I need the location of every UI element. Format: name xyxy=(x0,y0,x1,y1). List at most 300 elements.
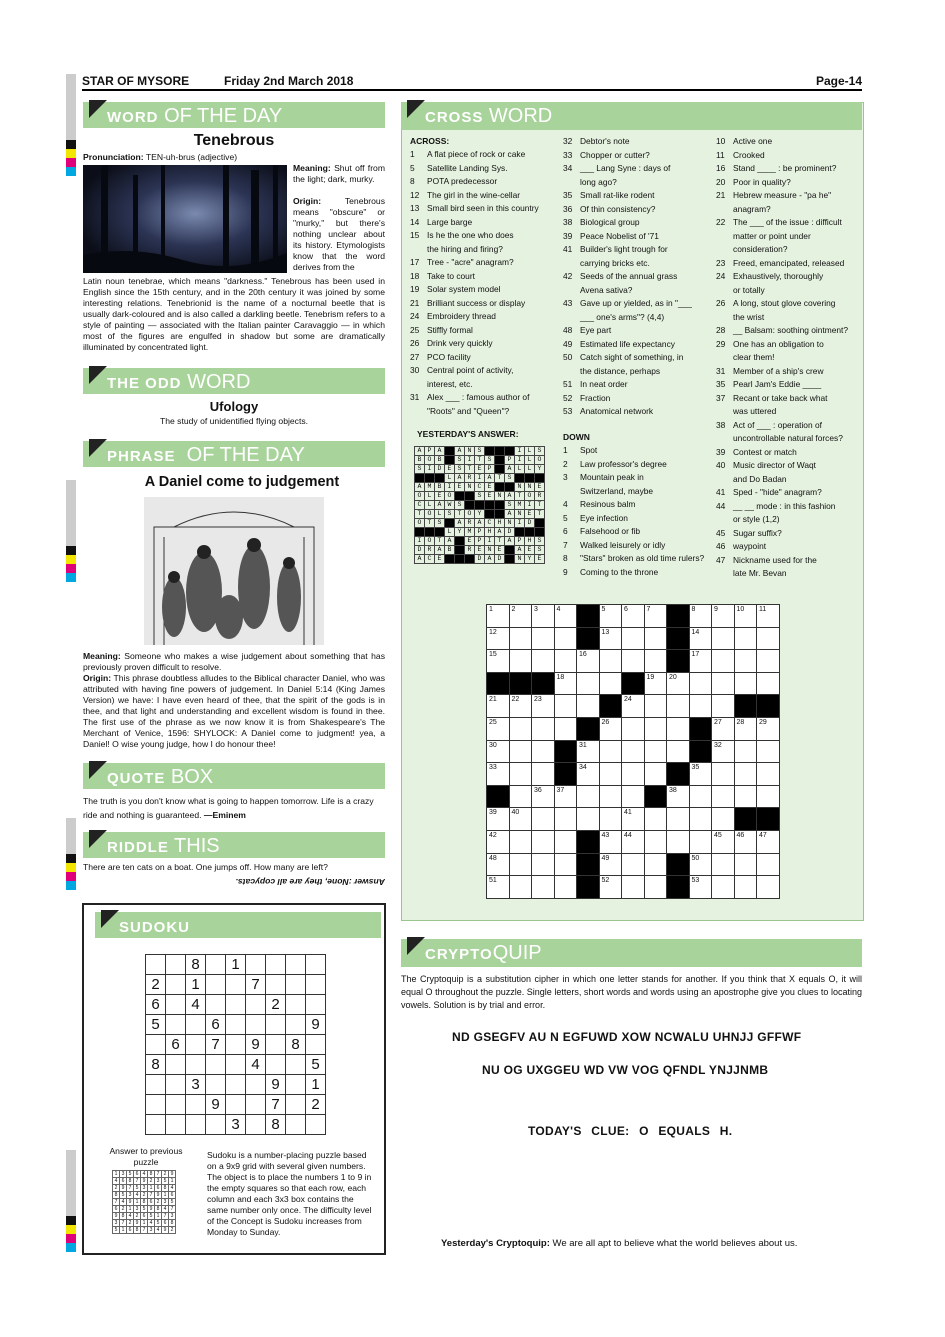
crossword-cell[interactable] xyxy=(712,650,735,673)
sudoku-cell[interactable] xyxy=(166,1015,186,1035)
crossword-cell[interactable] xyxy=(757,605,780,628)
crossword-cell[interactable] xyxy=(757,763,780,786)
answer-cell: A xyxy=(495,528,505,537)
answer-cell xyxy=(525,474,535,483)
sudoku-cell[interactable] xyxy=(306,995,326,1015)
crossword-cell[interactable] xyxy=(734,853,757,876)
answer-cell: A xyxy=(475,519,485,528)
crossword-cell[interactable] xyxy=(757,627,780,650)
answer-cell: 6 xyxy=(155,1185,162,1192)
crossword-cell[interactable] xyxy=(532,717,555,740)
crossword-cell[interactable] xyxy=(734,763,757,786)
crossword-cell[interactable] xyxy=(532,785,555,808)
answer-cell xyxy=(495,510,505,519)
clue-item: 41 Builder's light trough for xyxy=(563,244,668,254)
crossword-cell[interactable] xyxy=(622,650,645,673)
crossword-cell[interactable] xyxy=(689,763,712,786)
answer-cell: 9 xyxy=(155,1192,162,1199)
crossword-cell[interactable] xyxy=(487,695,510,718)
crossword-cell[interactable] xyxy=(599,717,622,740)
crossword-cell[interactable] xyxy=(689,808,712,831)
crossword-cell[interactable] xyxy=(577,672,600,695)
sudoku-cell[interactable] xyxy=(286,1095,306,1115)
sudoku-cell[interactable] xyxy=(166,1115,186,1135)
clue-item: 28 __ Balsam: soothing ointment? xyxy=(716,325,848,335)
sudoku-cell[interactable] xyxy=(246,1075,266,1095)
crossword-cell[interactable] xyxy=(599,876,622,899)
crossword-cell[interactable] xyxy=(509,785,532,808)
answer-cell: M xyxy=(425,483,435,492)
answer-cell: 8 xyxy=(127,1178,134,1185)
answer-cell: T xyxy=(465,465,475,474)
clue-number: 36 xyxy=(534,786,542,794)
sudoku-cell[interactable] xyxy=(306,955,326,975)
crossword-cell[interactable] xyxy=(667,695,690,718)
sudoku-cell[interactable] xyxy=(226,1095,246,1115)
crossword-cell[interactable] xyxy=(554,830,577,853)
clue-item: Avena sativa? xyxy=(580,284,633,295)
crossword-cell[interactable] xyxy=(667,672,690,695)
crossword-cell[interactable] xyxy=(509,605,532,628)
crossword-cell[interactable] xyxy=(532,876,555,899)
sudoku-cell[interactable] xyxy=(286,995,306,1015)
clue-item: 20 Poor in quality? xyxy=(716,176,791,187)
crossword-cell[interactable] xyxy=(757,740,780,763)
crossword-cell[interactable] xyxy=(509,876,532,899)
crossword-cell[interactable] xyxy=(644,650,667,673)
sudoku-cell: 6 xyxy=(206,1015,226,1035)
crossword-cell[interactable] xyxy=(689,672,712,695)
crossword-cell[interactable] xyxy=(622,717,645,740)
answer-cell: 8 xyxy=(155,1206,162,1213)
crossword-cell[interactable] xyxy=(712,740,735,763)
crossword-cell[interactable] xyxy=(554,876,577,899)
sudoku-cell[interactable] xyxy=(146,1035,166,1055)
answer-cell xyxy=(455,537,465,546)
sudoku-cell: 2 xyxy=(146,975,166,995)
crossword-cell[interactable] xyxy=(712,853,735,876)
answer-cell: 1 xyxy=(148,1185,155,1192)
riddle-answer: Answer :None, they are all copycats. xyxy=(235,877,385,887)
crossword-cell[interactable] xyxy=(554,627,577,650)
crossword-cell[interactable] xyxy=(667,740,690,763)
crossword-cell[interactable] xyxy=(532,650,555,673)
clue-number: 15 xyxy=(489,651,497,659)
clue-item: 4 Resinous balm xyxy=(563,499,636,509)
crossword-cell[interactable] xyxy=(757,853,780,876)
crossword-cell[interactable] xyxy=(644,763,667,786)
answer-cell: P xyxy=(505,456,515,465)
crossword-cell[interactable] xyxy=(554,853,577,876)
sudoku-cell[interactable] xyxy=(246,955,266,975)
crossword-cell[interactable] xyxy=(734,717,757,740)
crossword-cell[interactable] xyxy=(509,695,532,718)
sudoku-cell[interactable] xyxy=(306,975,326,995)
answer-cell: S xyxy=(445,510,455,519)
answer-cell: 4 xyxy=(169,1185,176,1192)
crossword-cell[interactable] xyxy=(509,853,532,876)
answer-cell: O xyxy=(465,510,475,519)
crossword-cell[interactable] xyxy=(689,876,712,899)
sudoku-cell[interactable] xyxy=(166,1095,186,1115)
wotd-origin-rest: Latin noun tenebrae, which means "darkness." Tenebrous has been used in English since the 15th century, and in the 20th century it was joined by some interesting relations. Tenebrionid is the name of a nocturnal beetle that is usually dark-coloured and is also called a darkling beetle. Tenebrism refers to a style of painting — associated with the Italian painter Caravaggio — in which most of the figures are engulfed in shadow but some are dramatically illuminated by concentrated light. xyxy=(83,276,385,352)
across-label: ACROSS: xyxy=(410,136,450,146)
sudoku-cell[interactable] xyxy=(166,975,186,995)
crossword-cell[interactable] xyxy=(599,785,622,808)
crossword-cell[interactable] xyxy=(734,650,757,673)
answer-cell: P xyxy=(485,465,495,474)
answer-cell: T xyxy=(535,501,545,510)
sudoku-cell[interactable] xyxy=(186,1055,206,1075)
sudoku-cell[interactable] xyxy=(186,1095,206,1115)
sudoku-cell[interactable] xyxy=(146,1095,166,1115)
crossword-cell[interactable] xyxy=(712,627,735,650)
sudoku-cell[interactable] xyxy=(246,1015,266,1035)
crossword-cell xyxy=(757,808,780,831)
sudoku-cell[interactable] xyxy=(286,1075,306,1095)
crossword-cell[interactable] xyxy=(577,785,600,808)
crossword-cell[interactable] xyxy=(644,876,667,899)
sudoku-cell[interactable] xyxy=(286,1015,306,1035)
sudoku-cell[interactable] xyxy=(186,1035,206,1055)
crossword-cell[interactable] xyxy=(757,672,780,695)
sudoku-cell[interactable] xyxy=(266,1055,286,1075)
crossword-cell[interactable] xyxy=(487,808,510,831)
crossword-cell[interactable] xyxy=(532,763,555,786)
crossword-cell[interactable] xyxy=(667,830,690,853)
crossword-cell[interactable] xyxy=(622,740,645,763)
crossword-cell[interactable] xyxy=(712,695,735,718)
clue-number: 52 xyxy=(601,877,610,885)
clue-number: 45 xyxy=(714,831,722,839)
crossword-cell xyxy=(509,672,532,695)
crossword-cell[interactable] xyxy=(487,853,510,876)
crossword-cell[interactable] xyxy=(554,672,577,695)
crossword-cell[interactable] xyxy=(532,853,555,876)
sudoku-cell[interactable] xyxy=(286,955,306,975)
sudoku-cell[interactable] xyxy=(186,1115,206,1135)
crossword-cell[interactable] xyxy=(712,876,735,899)
crossword-cell[interactable] xyxy=(487,740,510,763)
sudoku-cell[interactable] xyxy=(206,1055,226,1075)
clue-number: 16 xyxy=(579,651,587,659)
answer-cell: A xyxy=(435,501,445,510)
answer-cell: 5 xyxy=(134,1185,141,1192)
clue-item: 24 Exhaustively, thoroughly xyxy=(716,271,824,281)
crossword-cell[interactable] xyxy=(554,717,577,740)
crossword-cell[interactable] xyxy=(757,876,780,899)
sudoku-cell[interactable] xyxy=(246,1115,266,1135)
sudoku-cell[interactable] xyxy=(306,1035,326,1055)
answer-cell: D xyxy=(495,555,505,564)
answer-cell: T xyxy=(435,537,445,546)
crossword-cell[interactable] xyxy=(622,627,645,650)
crossword-cell[interactable] xyxy=(644,695,667,718)
sudoku-cell[interactable] xyxy=(226,995,246,1015)
crossword-cell[interactable] xyxy=(532,627,555,650)
crossword-cell[interactable] xyxy=(509,650,532,673)
crossword-cell[interactable] xyxy=(599,650,622,673)
answer-cell: N xyxy=(505,519,515,528)
answer-cell: 8 xyxy=(134,1227,141,1234)
sudoku-cell: 6 xyxy=(146,995,166,1015)
clue-number: 18 xyxy=(556,673,565,681)
crossword-cell[interactable] xyxy=(689,853,712,876)
crossword-cell[interactable] xyxy=(644,830,667,853)
quote-banner: QUOTE BOX xyxy=(83,763,385,789)
crossword-cell[interactable] xyxy=(689,830,712,853)
crossword-cell xyxy=(757,695,780,718)
crossword-cell[interactable] xyxy=(532,740,555,763)
crossword-cell[interactable] xyxy=(734,605,757,628)
crossword-cell[interactable] xyxy=(487,717,510,740)
riddle-banner: RIDDLE THIS xyxy=(83,832,385,858)
crossword-cell[interactable] xyxy=(554,808,577,831)
crossword-cell[interactable] xyxy=(487,830,510,853)
crossword-cell[interactable] xyxy=(509,763,532,786)
clue-item: 39 Peace Nobelist of '71 xyxy=(563,230,659,241)
crossword-cell[interactable] xyxy=(622,785,645,808)
sudoku-cell[interactable] xyxy=(266,955,286,975)
sudoku-cell[interactable] xyxy=(226,1055,246,1075)
crossword-cell[interactable] xyxy=(577,763,600,786)
crossword-cell[interactable] xyxy=(757,650,780,673)
crossword-cell[interactable] xyxy=(554,605,577,628)
answer-cell: 6 xyxy=(113,1206,120,1213)
answer-cell: E xyxy=(525,546,535,555)
crossword-cell[interactable] xyxy=(622,808,645,831)
answer-cell xyxy=(525,528,535,537)
answer-cell: Y xyxy=(535,465,545,474)
crossword-cell[interactable] xyxy=(509,627,532,650)
answer-cell xyxy=(495,465,505,474)
crossword-cell[interactable] xyxy=(757,785,780,808)
answer-cell: 3 xyxy=(120,1171,127,1178)
sudoku-cell[interactable] xyxy=(146,1115,166,1135)
sudoku-cell[interactable] xyxy=(266,1035,286,1055)
answer-cell: H xyxy=(495,519,505,528)
sudoku-cell[interactable] xyxy=(226,975,246,995)
clue-item: 36 Of thin consistency? xyxy=(563,203,656,214)
crossword-cell[interactable] xyxy=(487,876,510,899)
crossword-cell[interactable] xyxy=(599,808,622,831)
crossword-cell[interactable] xyxy=(644,808,667,831)
answer-cell: T xyxy=(455,510,465,519)
sudoku-cell[interactable] xyxy=(286,1055,306,1075)
crossword-cell[interactable] xyxy=(689,605,712,628)
answer-cell: E xyxy=(535,483,545,492)
crossword-cell[interactable] xyxy=(532,830,555,853)
answer-cell: 4 xyxy=(162,1206,169,1213)
sudoku-cell[interactable] xyxy=(146,955,166,975)
clue-number: 23 xyxy=(534,696,542,704)
sudoku-cell[interactable] xyxy=(226,1075,246,1095)
crossword-cell[interactable] xyxy=(712,605,735,628)
crossword-cell[interactable] xyxy=(712,785,735,808)
crossword-cell[interactable] xyxy=(622,830,645,853)
clue-number: 7 xyxy=(646,606,651,613)
clue-number: 50 xyxy=(691,854,700,862)
crossword-cell[interactable] xyxy=(712,830,735,853)
crossword-cell[interactable] xyxy=(644,627,667,650)
crossword-cell[interactable] xyxy=(689,695,712,718)
crossword-cell[interactable] xyxy=(712,717,735,740)
sudoku-cell[interactable] xyxy=(186,1015,206,1035)
sudoku-cell[interactable] xyxy=(146,1075,166,1095)
answer-cell: 1 xyxy=(169,1178,176,1185)
crossword-cell[interactable] xyxy=(532,605,555,628)
crossword-cell[interactable] xyxy=(689,650,712,673)
sudoku-cell[interactable] xyxy=(166,1055,186,1075)
clue-item: 19 Solar system model xyxy=(410,284,501,294)
sudoku-cell: 3 xyxy=(186,1075,206,1095)
clue-number: 29 xyxy=(759,718,767,726)
crossword-cell[interactable] xyxy=(599,740,622,763)
crossword-cell[interactable] xyxy=(757,830,780,853)
crossword-cell[interactable] xyxy=(734,740,757,763)
sudoku-cell[interactable] xyxy=(166,955,186,975)
crossword-cell[interactable] xyxy=(712,672,735,695)
answer-cell: 3 xyxy=(148,1227,155,1234)
crossword-cell[interactable] xyxy=(734,830,757,853)
crossword-cell[interactable] xyxy=(734,672,757,695)
answer-cell: E xyxy=(435,555,445,564)
sudoku-cell[interactable] xyxy=(286,975,306,995)
answer-cell xyxy=(415,474,425,483)
sudoku-cell[interactable] xyxy=(206,975,226,995)
sudoku-cell[interactable] xyxy=(166,1075,186,1095)
sudoku-cell[interactable] xyxy=(206,1115,226,1135)
sudoku-cell[interactable] xyxy=(166,995,186,1015)
sudoku-cell: 1 xyxy=(306,1075,326,1095)
crossword-cell[interactable] xyxy=(622,695,645,718)
clue-number: 33 xyxy=(489,764,497,772)
sudoku-cell[interactable] xyxy=(286,1115,306,1135)
crossword-cell[interactable] xyxy=(554,785,577,808)
crossword-cell[interactable] xyxy=(644,672,667,695)
crossword-cell[interactable] xyxy=(622,876,645,899)
crossword-cell[interactable] xyxy=(599,672,622,695)
sudoku-cell[interactable] xyxy=(306,1115,326,1135)
crossword-cell[interactable] xyxy=(554,695,577,718)
crossword-cell[interactable] xyxy=(554,650,577,673)
crossword-cell[interactable] xyxy=(509,740,532,763)
answer-cell: 9 xyxy=(141,1178,148,1185)
sudoku-cell[interactable] xyxy=(246,1095,266,1115)
sudoku-cell[interactable] xyxy=(266,975,286,995)
answer-cell: 8 xyxy=(141,1199,148,1206)
crossword-cell[interactable] xyxy=(487,763,510,786)
clue-number: 53 xyxy=(691,877,700,885)
quote-text: The truth is you don't know what is going to happen tomorrow. Life is a crazy ride and nothing is guaranteed. —Eminem xyxy=(83,796,374,820)
answer-cell: 5 xyxy=(169,1199,176,1206)
sudoku-cell[interactable] xyxy=(206,995,226,1015)
crossword-cell[interactable] xyxy=(622,605,645,628)
crossword-cell[interactable] xyxy=(712,763,735,786)
crossword-grid[interactable] xyxy=(486,604,780,899)
sudoku-cell[interactable] xyxy=(206,955,226,975)
answer-cell: S xyxy=(455,501,465,510)
crossword-cell[interactable] xyxy=(599,830,622,853)
crossword-cell[interactable] xyxy=(757,717,780,740)
clue-number: 10 xyxy=(736,606,745,613)
answer-cell: L xyxy=(425,501,435,510)
crossword-cell[interactable] xyxy=(734,627,757,650)
sudoku-previous-answer xyxy=(112,1170,176,1234)
sudoku-cell[interactable] xyxy=(226,1015,246,1035)
sudoku-cell: 1 xyxy=(226,955,246,975)
clue-number: 49 xyxy=(601,854,610,862)
crossword-cell[interactable] xyxy=(667,785,690,808)
crossword-cell[interactable] xyxy=(577,650,600,673)
answer-cell: A xyxy=(485,474,495,483)
answer-cell: D xyxy=(505,528,515,537)
crossword-cell[interactable] xyxy=(644,740,667,763)
crossword-cell[interactable] xyxy=(689,627,712,650)
clue-item: 22 The ___ of the issue : difficult xyxy=(716,217,842,227)
crossword-cell[interactable] xyxy=(667,717,690,740)
crossword-cell[interactable] xyxy=(734,876,757,899)
clue-item: 29 One has an obligation to xyxy=(716,338,824,349)
crossword-cell[interactable] xyxy=(644,605,667,628)
crossword-cell[interactable] xyxy=(577,808,600,831)
clue-item: 26 Drink very quickly xyxy=(410,338,493,348)
crossword-cell[interactable] xyxy=(487,627,510,650)
crossword-cell[interactable] xyxy=(622,763,645,786)
crossword-cell[interactable] xyxy=(599,605,622,628)
crossword-cell[interactable] xyxy=(599,627,622,650)
crossword-cell[interactable] xyxy=(689,785,712,808)
crossword-cell[interactable] xyxy=(532,695,555,718)
sudoku-cell[interactable] xyxy=(246,995,266,1015)
answer-cell: 2 xyxy=(169,1227,176,1234)
potd-banner: PHRASE OF THE DAY xyxy=(83,441,385,467)
crossword-cell[interactable] xyxy=(734,785,757,808)
crossword-cell[interactable] xyxy=(667,808,690,831)
sudoku-cell: 7 xyxy=(266,1095,286,1115)
answer-cell: 2 xyxy=(127,1220,134,1227)
crossword-cell[interactable] xyxy=(599,853,622,876)
clue-item: 42 Seeds of the annual grass xyxy=(563,271,678,281)
answer-cell: M xyxy=(515,501,525,510)
clue-item: 13 Small bird seen in this country xyxy=(410,203,539,213)
crossword-cell[interactable] xyxy=(577,695,600,718)
crossword-cell xyxy=(577,717,600,740)
sudoku-cell[interactable] xyxy=(266,1015,286,1035)
clue-item: or totally xyxy=(733,284,765,295)
crossword-cell[interactable] xyxy=(644,853,667,876)
sudoku-cell[interactable] xyxy=(206,1075,226,1095)
crossword-cell[interactable] xyxy=(599,763,622,786)
crossword-cell[interactable] xyxy=(532,808,555,831)
crossword-cell[interactable] xyxy=(487,605,510,628)
sudoku-cell[interactable] xyxy=(226,1035,246,1055)
crossword-cell[interactable] xyxy=(622,853,645,876)
clue-number: 41 xyxy=(624,809,632,817)
crossword-cell[interactable] xyxy=(509,808,532,831)
answer-cell: E xyxy=(535,555,545,564)
crossword-cell[interactable] xyxy=(644,717,667,740)
answer-cell: I xyxy=(515,519,525,528)
clue-number: 2 xyxy=(511,606,516,613)
crossword-cell[interactable] xyxy=(712,808,735,831)
clue-number: 14 xyxy=(691,628,700,636)
crossword-cell[interactable] xyxy=(509,717,532,740)
crossword-cell[interactable] xyxy=(509,830,532,853)
answer-cell: P xyxy=(425,447,435,456)
crossword-cell[interactable] xyxy=(577,740,600,763)
crossword-cell[interactable] xyxy=(487,650,510,673)
